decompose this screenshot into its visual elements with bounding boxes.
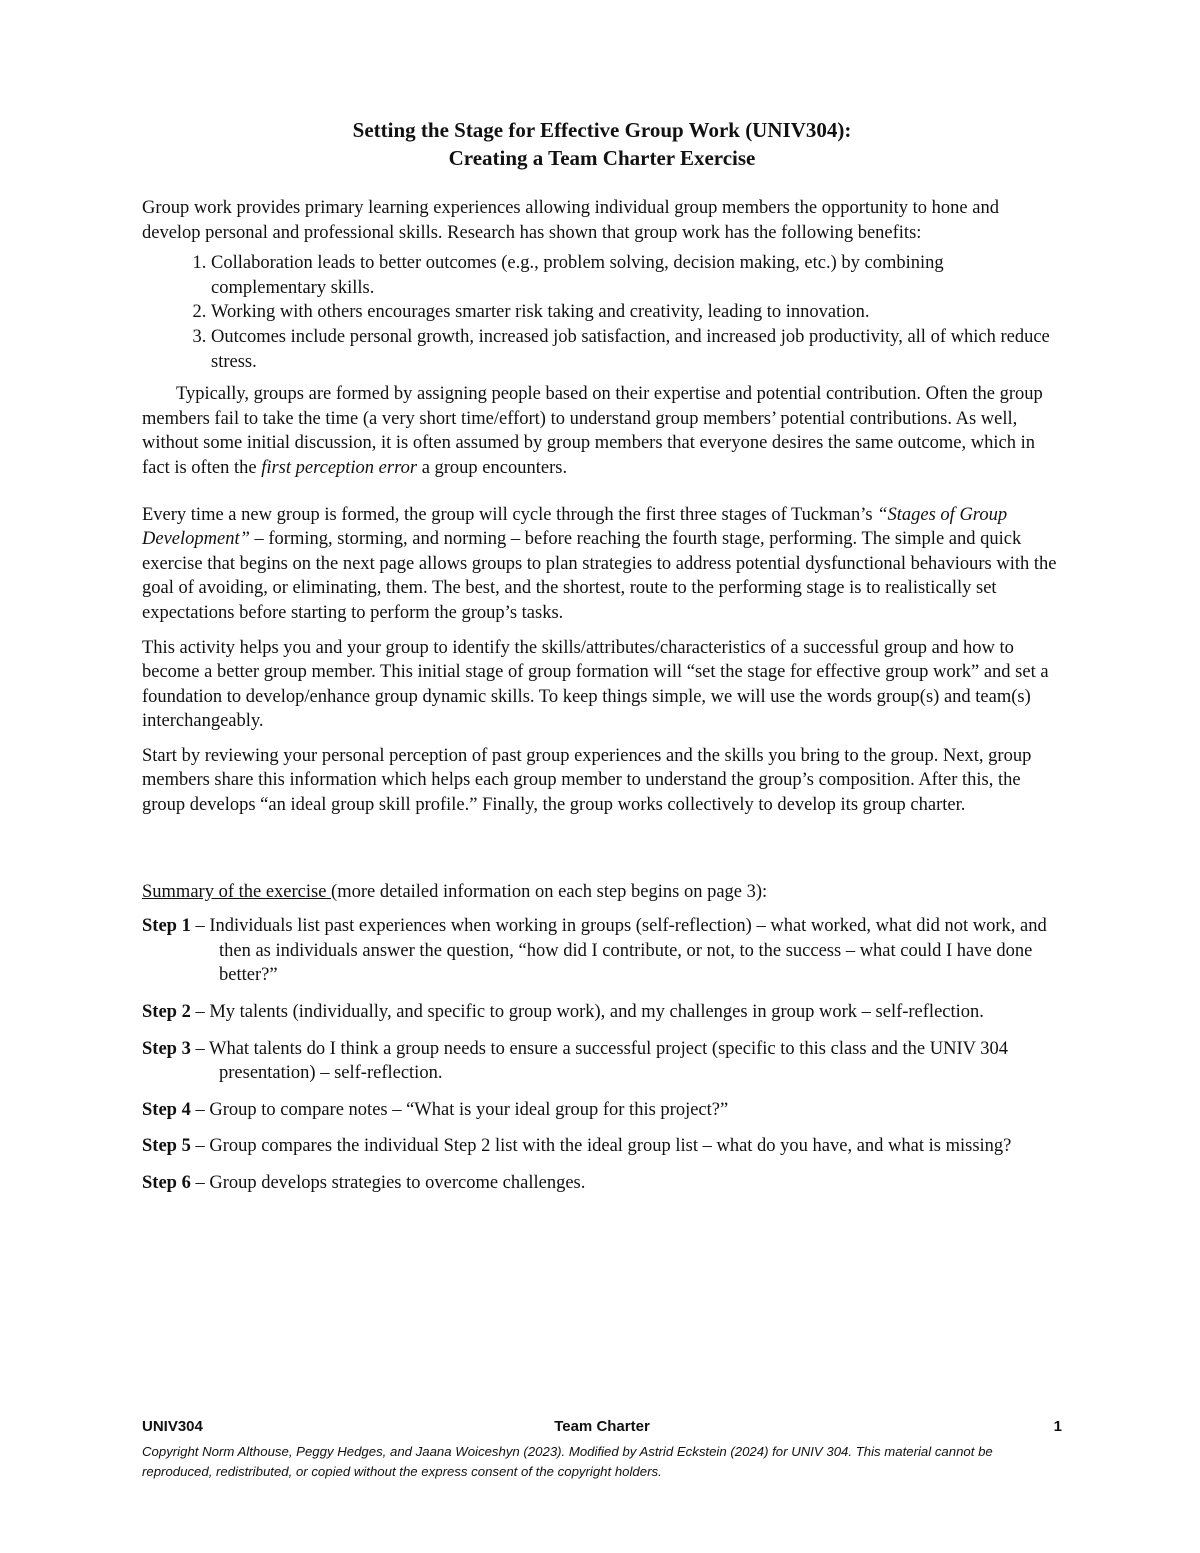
step-item [142,1098,1062,1123]
step-label: Step 2 [142,1002,191,1023]
title-line-2: Creating a Team Charter Exercise [448,146,756,170]
document-page [142,116,1062,1208]
typically-text: Typically, groups are formed by assigning people based on their expertise and potential contribution. Often the group members fail to take the time (a very short time/effort) to understand group members’ potential contributions. As well, without some initial discussion, it is often assumed by group members that everyone desires the same outcome, which in fact is often the [142,384,1043,478]
page-footer [142,1418,1062,1482]
step-label: Step 6 [142,1173,191,1193]
benefit-item: 1. Collaboration leads to better outcomes (e.g., problem solving, decision making, etc.) by combining complementary skills. [211,251,1062,300]
step-text: – Group to compare notes – “What is your ideal group for this project?” [190,1099,729,1120]
benefit-item: 3. Outcomes include personal growth, increased job satisfaction, and increased job productivity, all of which reduce stress. [211,325,1062,374]
typically-emphasis: first perception error [261,457,418,478]
footer-doc-name: Team Charter [554,1418,650,1435]
typically-text-end: a group encounters. [417,457,568,478]
step-label: Step 3 [142,1038,191,1059]
summary-heading-note: (more detailed information on each step begins on page 3): [331,881,768,902]
step-label: Step 5 [142,1136,191,1157]
summary-heading-label: Summary of the exercise [142,881,332,902]
footer-copyright: Copyright Norm Althouse, Peggy Hedges, and Jaana Woiceshyn (2023). Modified by Astrid Eckstein (2024) for UNIV 304. This material cannot be reproduced, redistributed, or copied without the express consent of the copyright holders. [142,1444,993,1479]
step-label: Step 1 [142,916,191,937]
activity-paragraph: This activity helps you and your group to identify the skills/attributes/characteristics of a successful group and how to become a better group member. This initial stage of group formation will “set the stage for effective group work” and set a foundation to develop/enhance group dynamic skills. To keep things simple, we will use the words group(s) and team(s) interchangeably. [142,637,1049,732]
step-text: – Individuals list past experiences when working in groups (self-reflection) – what worked, what did not work, and then as individuals answer the question, “how did I contribute, or not, to the success – what could I have done better?” [190,916,1047,986]
summary-heading [142,880,1062,905]
step-label: Step 4 [142,1099,191,1120]
tuckman-paragraph [142,503,1062,626]
step-text: – Group compares the individual Step 2 list with the ideal group list – what do you have, and what is missing? [190,1136,1012,1157]
step-item [142,1134,1062,1159]
benefit-item: 2. Working with others encourages smarter risk taking and creativity, leading to innovation. [211,300,1062,325]
step-item [142,1171,1062,1196]
step-item [142,914,1062,988]
benefits-list [142,251,1062,374]
tuckman-text-end: – forming, storming, and norming – before reaching the fourth stage, performing. The simple and quick exercise that begins on the next page allows groups to plan strategies to address potential dysfunctional behaviours with the goal of avoiding, or eliminating, them. The best, and the shortest, route to the performing stage is to realistically set expectations before starting to perform the group’s tasks. [142,529,1057,623]
step-item [142,1000,1062,1025]
title-line-1: Setting the Stage for Effective Group Work (UNIV304): [352,118,852,142]
typically-paragraph [142,382,1062,480]
step-text: – My talents (individually, and specific to group work), and my challenges in group work – self-reflection. [190,1002,984,1023]
footer-row [142,1418,1062,1440]
intro-paragraph: Group work provides primary learning experiences allowing individual group members the opportunity to hone and develop personal and professional skills. Research has shown that group work has the following benefits: [142,198,999,243]
tuckman-emphasis: “Stages of Group Development” [142,504,1008,550]
step-text: – Group develops strategies to overcome challenges. [190,1173,586,1193]
tuckman-text: Every time a new group is formed, the group will cycle through the first three stages of Tuckman’s [142,504,878,525]
footer-page-number: 1 [1053,1418,1062,1435]
footer-course: UNIV304 [142,1418,203,1435]
step-item [142,1037,1062,1086]
start-paragraph: Start by reviewing your personal perception of past group experiences and the skills you bring to the group. Next, group members share this information which helps each group member to understand the group’s composition. After this, the group develops “an ideal group skill profile.” Finally, the group works collectively to develop its group charter. [142,745,1032,816]
step-text: – What talents do I think a group needs to ensure a successful project (specific to this class and the UNIV 304 presentation) – self-reflection. [190,1038,1009,1084]
document-title [142,116,1062,172]
